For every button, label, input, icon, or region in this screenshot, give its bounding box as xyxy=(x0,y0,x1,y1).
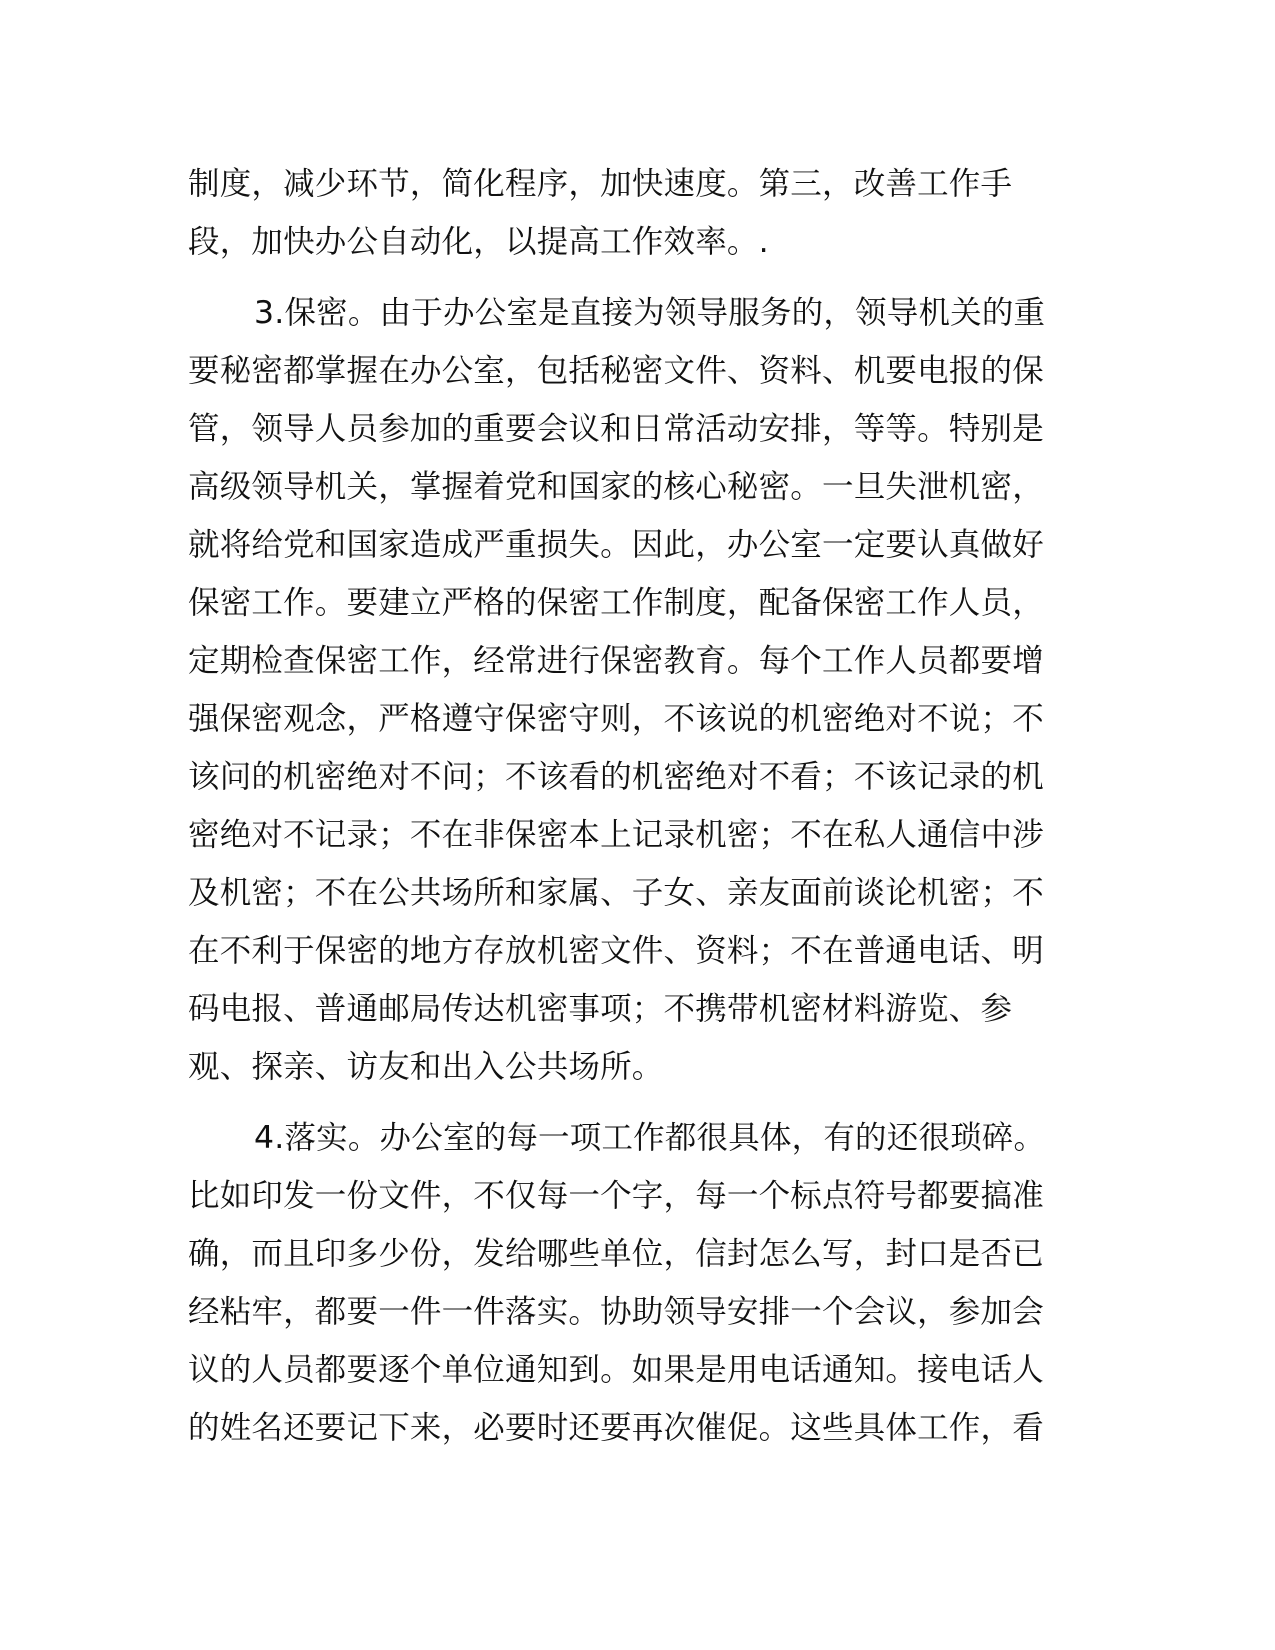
body-text xyxy=(188,155,1093,1457)
text-line: 强保密观念，严格遵守保密守则，不该说的机密绝对不说；不 xyxy=(188,701,1044,737)
paragraph xyxy=(188,1109,1093,1457)
text-line: 比如印发一份文件，不仅每一个字，每一个标点符号都要搞准 xyxy=(188,1178,1044,1214)
text-line: 观、探亲、访友和出入公共场所。 xyxy=(188,1049,664,1085)
text-line: 码电报、普通邮局传达机密事项；不携带机密材料游览、参 xyxy=(188,991,1013,1027)
text-line: 要秘密都掌握在办公室，包括秘密文件、资料、机要电报的保 xyxy=(188,353,1044,389)
text-line: 4.落实。办公室的每一项工作都很具体，有的还很琐碎。 xyxy=(254,1120,1046,1156)
paragraph xyxy=(188,155,1093,271)
text-line: 就将给党和国家造成严重损失。因此，办公室一定要认真做好 xyxy=(188,527,1044,563)
text-line: 经粘牢，都要一件一件落实。协助领导安排一个会议，参加会 xyxy=(188,1294,1044,1330)
text-line: 及机密；不在公共场所和家属、子女、亲友面前谈论机密；不 xyxy=(188,875,1044,911)
text-line: 制度，减少环节，简化程序，加快速度。第三，改善工作手 xyxy=(188,166,1013,202)
text-line: 的姓名还要记下来，必要时还要再次催促。这些具体工作，看 xyxy=(188,1410,1044,1446)
text-line: 在不利于保密的地方存放机密文件、资料；不在普通电话、明 xyxy=(188,933,1044,969)
text-line: 该问的机密绝对不问；不该看的机密绝对不看；不该记录的机 xyxy=(188,759,1044,795)
text-line: 3.保密。由于办公室是直接为领导服务的，领导机关的重 xyxy=(254,295,1046,331)
text-line: 定期检查保密工作，经常进行保密教育。每个工作人员都要增 xyxy=(188,643,1044,679)
text-line: 管，领导人员参加的重要会议和日常活动安排，等等。特别是 xyxy=(188,411,1044,447)
text-line: 议的人员都要逐个单位通知到。如果是用电话通知。接电话人 xyxy=(188,1352,1044,1388)
paragraph xyxy=(188,284,1093,1096)
text-line: 保密工作。要建立严格的保密工作制度，配备保密工作人员， xyxy=(188,585,1044,621)
text-line: 高级领导机关，掌握着党和国家的核心秘密。一旦失泄机密， xyxy=(188,469,1044,505)
text-line: 确，而且印多少份，发给哪些单位，信封怎么写，封口是否已 xyxy=(188,1236,1044,1272)
text-line: 段，加快办公自动化，以提高工作效率。. xyxy=(188,224,769,260)
text-line: 密绝对不记录；不在非保密本上记录机密；不在私人通信中涉 xyxy=(188,817,1044,853)
